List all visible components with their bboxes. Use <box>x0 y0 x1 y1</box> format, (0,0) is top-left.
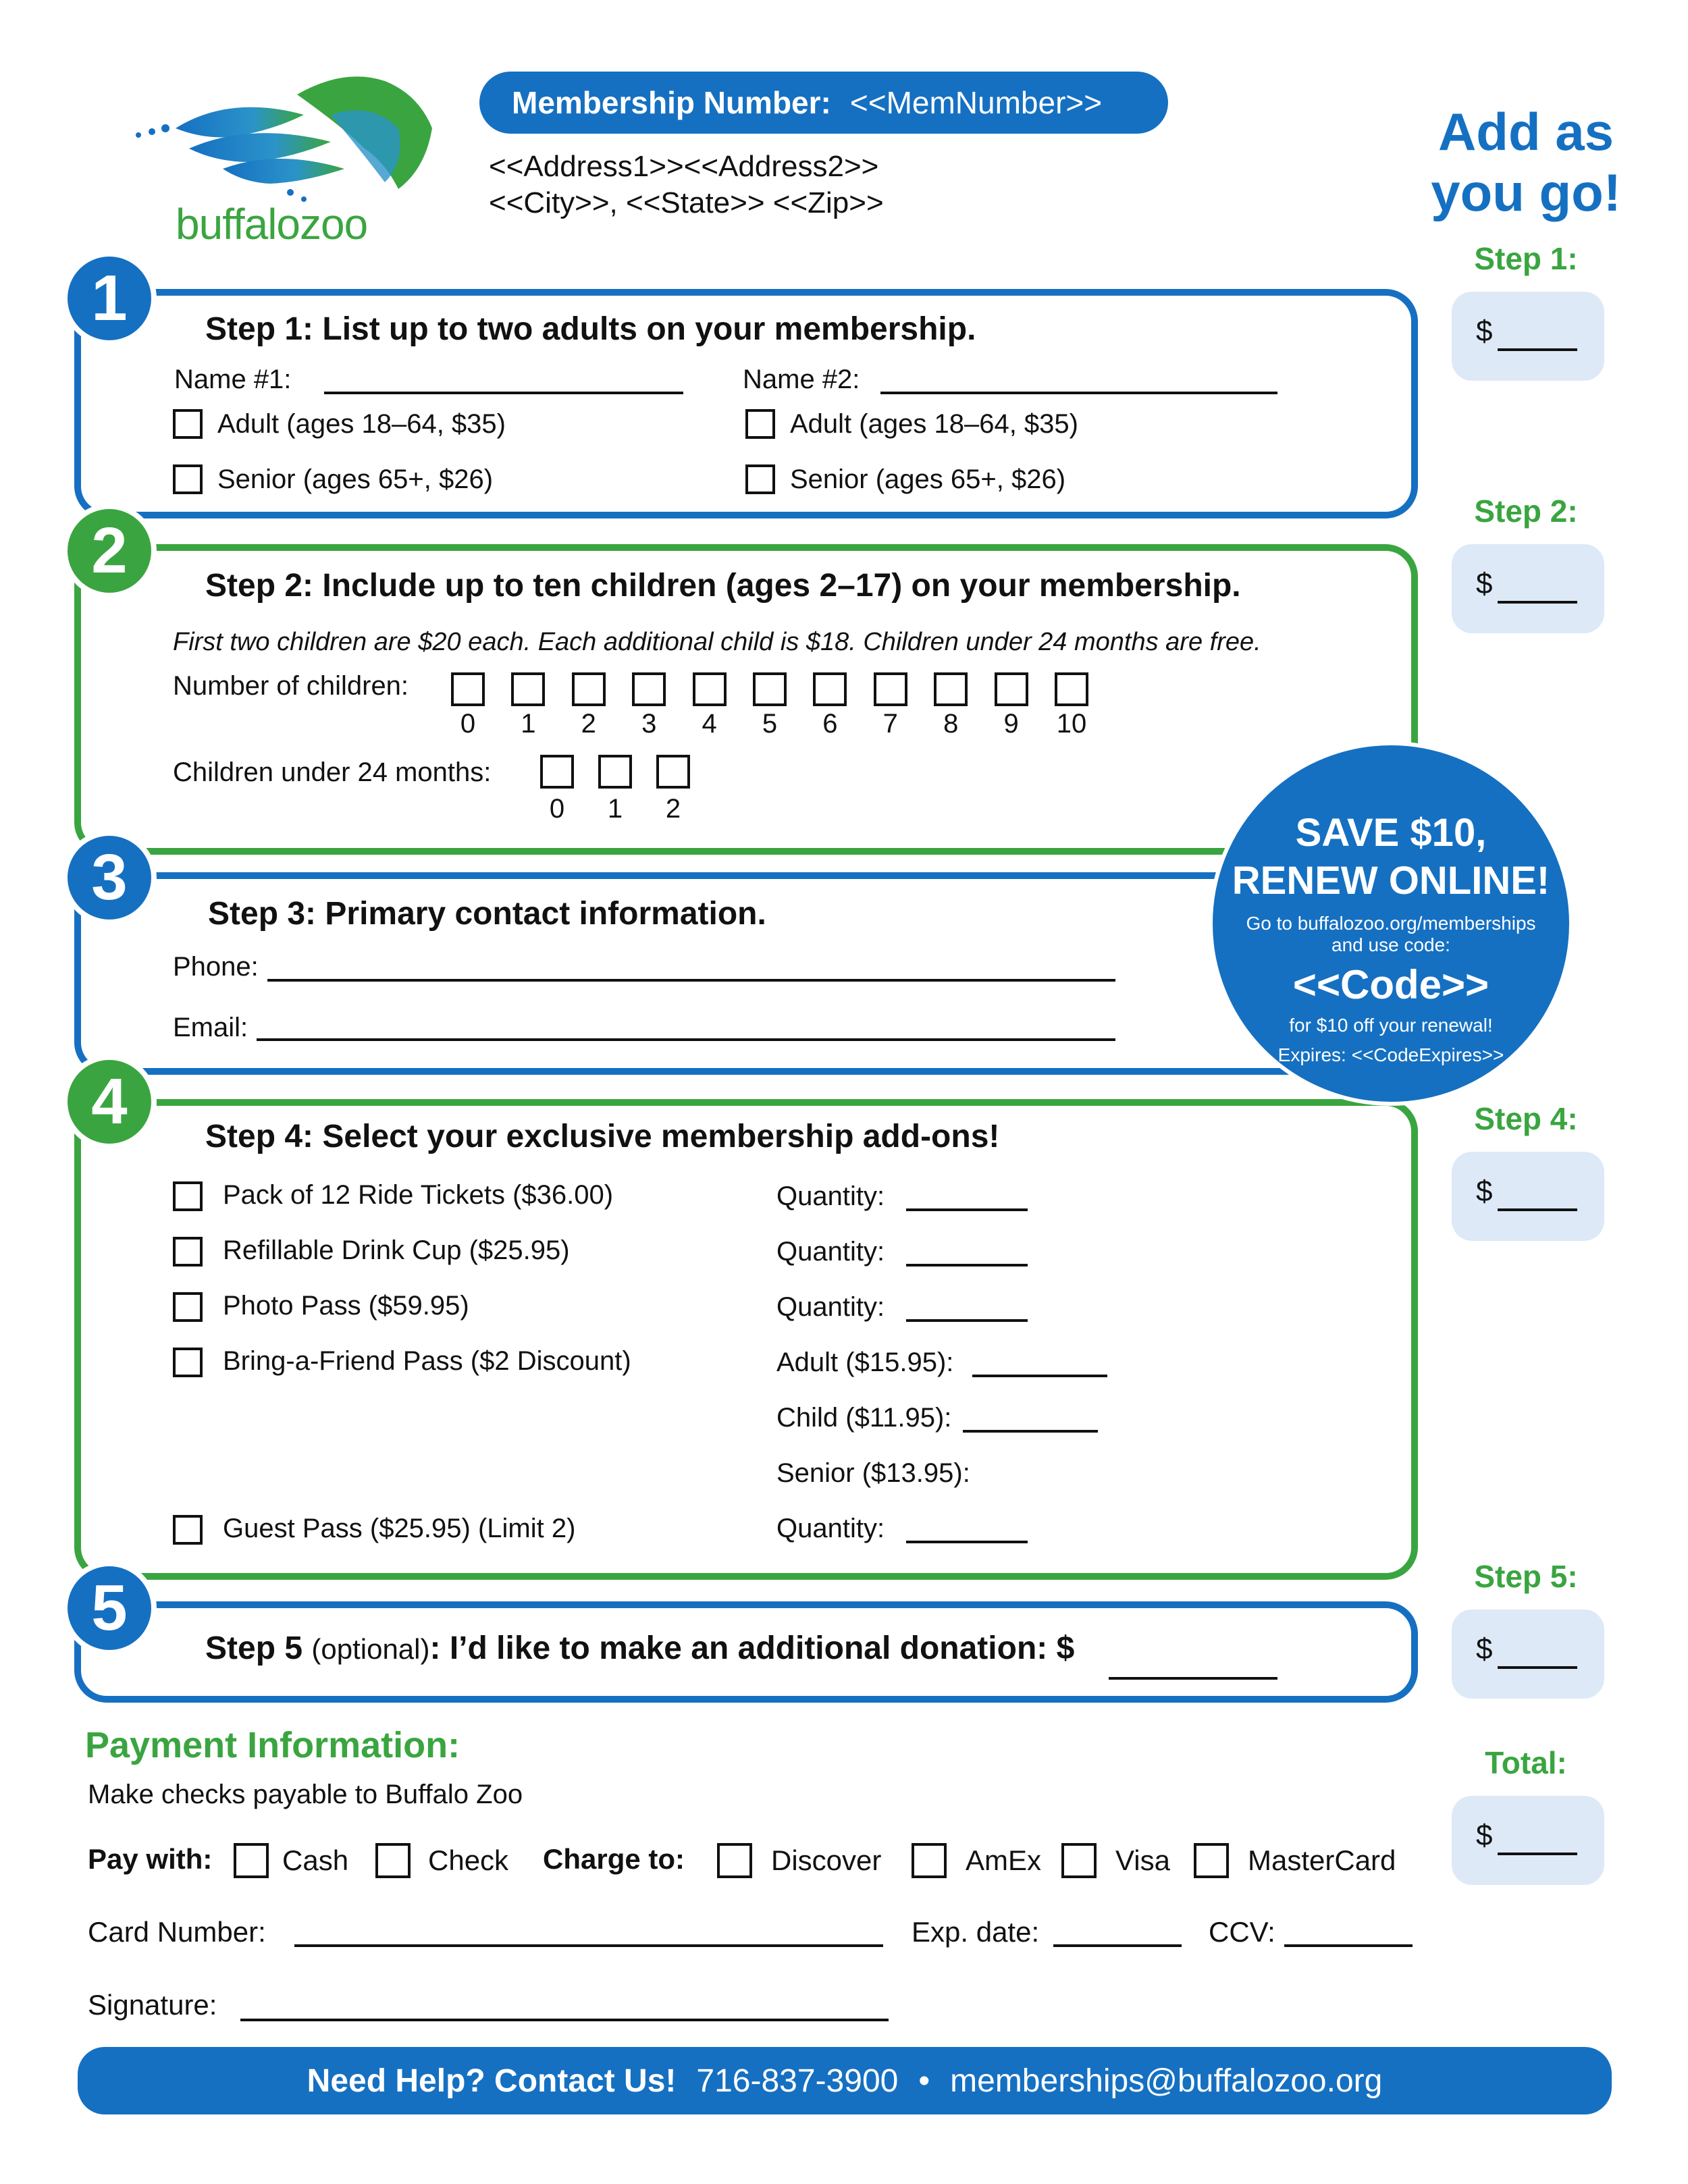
name2-label: Name #2: <box>743 365 860 394</box>
promo-line2: RENEW ONLINE! <box>1232 859 1550 903</box>
step2-number-badge: 2 <box>62 504 157 598</box>
ccv-label: CCV: <box>1209 1916 1275 1948</box>
step2-title: Step 2: Include up to ten children (ages 2–17) on your membership. <box>205 568 1241 604</box>
membership-number-value: <<MemNumber>> <box>849 85 1103 120</box>
children-count-digit: 2 <box>581 709 596 739</box>
sidebar-step5-label: Step 5: <box>1474 1559 1578 1594</box>
children-count-checkbox[interactable] <box>874 672 907 706</box>
photo-pass-quantity-field[interactable] <box>906 1319 1028 1322</box>
children-count-checkbox[interactable] <box>572 672 606 706</box>
infant-count-checkbox[interactable] <box>598 755 632 789</box>
promo-line1: SAVE $10, <box>1295 811 1487 855</box>
logo-text: buffalozoo <box>176 200 368 248</box>
bring-friend-adult-field[interactable] <box>972 1375 1107 1377</box>
ride-tickets-label: Pack of 12 Ride Tickets ($36.00) <box>223 1180 614 1210</box>
sidebar-step4-total[interactable] <box>1452 1152 1604 1241</box>
help-banner <box>78 2047 1612 2114</box>
bring-friend-child-field[interactable] <box>963 1430 1098 1433</box>
step1-number-badge: 1 <box>62 251 157 346</box>
step2-note: First two children are $20 each. Each additional child is $18. Children under 24 months are free. <box>173 628 1261 656</box>
step1-title: Step 1: List up to two adults on your membership. <box>205 311 976 347</box>
infant-count-checkbox[interactable] <box>656 755 690 789</box>
infant-count-label: Children under 24 months: <box>173 757 492 787</box>
payment-title: Payment Information: <box>85 1725 460 1765</box>
checks-note: Make checks payable to Buffalo Zoo <box>88 1780 523 1809</box>
promo-line5: for $10 off your renewal! <box>1289 1015 1493 1036</box>
drink-cup-quantity-field[interactable] <box>906 1264 1028 1267</box>
signature-field[interactable] <box>240 2019 889 2021</box>
help-phone[interactable]: 716-837-3900 <box>696 2062 899 2099</box>
name2-field[interactable] <box>880 392 1277 394</box>
children-count-digit: 4 <box>702 709 717 739</box>
ride-tickets-quantity-label: Quantity: <box>776 1181 885 1211</box>
email-label: Email: <box>173 1013 248 1042</box>
buffalo-lion-logo-icon <box>128 68 446 216</box>
name2-senior-checkbox[interactable] <box>745 464 775 494</box>
promo-code: <<Code>> <box>1292 962 1489 1007</box>
children-count-digit: 10 <box>1056 709 1087 739</box>
cash-checkbox[interactable] <box>234 1843 269 1878</box>
infant-count-digit: 0 <box>549 794 565 824</box>
bring-friend-senior-label: Senior ($13.95): <box>776 1458 970 1488</box>
children-count-checkbox[interactable] <box>451 672 485 706</box>
children-count-checkbox[interactable] <box>632 672 666 706</box>
visa-checkbox[interactable] <box>1061 1843 1097 1878</box>
amex-checkbox[interactable] <box>912 1843 947 1878</box>
promo-line4: and use code: <box>1331 934 1450 955</box>
mastercard-checkbox[interactable] <box>1194 1843 1229 1878</box>
name1-senior-checkbox[interactable] <box>173 464 203 494</box>
address-line2: <<City>>, <<State>> <<Zip>> <box>489 186 884 219</box>
sidebar-grand-total[interactable] <box>1452 1796 1604 1885</box>
step3-title: Step 3: Primary contact information. <box>208 896 766 932</box>
total-line <box>1498 1208 1577 1211</box>
children-count-checkbox[interactable] <box>813 672 847 706</box>
dollar-sign: $ <box>1476 1632 1493 1666</box>
address-line1: <<Address1>><<Address2>> <box>489 150 879 183</box>
total-line <box>1498 601 1577 604</box>
help-separator: • <box>918 2062 930 2099</box>
drink-cup-checkbox[interactable] <box>173 1237 203 1267</box>
children-count-checkbox[interactable] <box>934 672 968 706</box>
exp-date-field[interactable] <box>1053 1944 1182 1947</box>
children-count-digit: 5 <box>762 709 778 739</box>
children-count-digit: 3 <box>641 709 657 739</box>
bring-friend-adult-label: Adult ($15.95): <box>776 1348 954 1377</box>
children-count-checkbox[interactable] <box>511 672 545 706</box>
promo-line3: Go to buffalozoo.org/memberships <box>1246 913 1536 934</box>
guest-pass-quantity-field[interactable] <box>906 1541 1028 1543</box>
cash-label: Cash <box>282 1844 349 1876</box>
guest-pass-quantity-label: Quantity: <box>776 1514 885 1543</box>
guest-pass-label: Guest Pass ($25.95) (Limit 2) <box>223 1514 576 1543</box>
ride-tickets-quantity-field[interactable] <box>906 1208 1028 1211</box>
step5-number-badge: 5 <box>62 1561 157 1655</box>
children-count-checkbox[interactable] <box>1055 672 1088 706</box>
name1-senior-label: Senior (ages 65+, $26) <box>217 464 494 494</box>
name2-adult-label: Adult (ages 18–64, $35) <box>790 409 1078 439</box>
email-field[interactable] <box>257 1038 1115 1041</box>
children-count-checkbox[interactable] <box>693 672 727 706</box>
promo-expires: Expires: <<CodeExpires>> <box>1277 1044 1504 1065</box>
children-count-digit: 1 <box>521 709 536 739</box>
total-line <box>1498 1666 1577 1669</box>
sidebar-step2-label: Step 2: <box>1474 494 1578 529</box>
amex-label: AmEx <box>966 1844 1042 1876</box>
add-as-you-go-line1: Add as <box>1438 102 1614 161</box>
ride-tickets-checkbox[interactable] <box>173 1181 203 1211</box>
step4-box <box>74 1099 1418 1580</box>
phone-label: Phone: <box>173 952 259 982</box>
help-email[interactable]: memberships@buffalozoo.org <box>950 2062 1383 2099</box>
children-count-digit: 0 <box>460 709 476 739</box>
sidebar-step1-label: Step 1: <box>1474 241 1578 276</box>
phone-field[interactable] <box>267 979 1115 982</box>
sidebar-step5-total[interactable] <box>1452 1609 1604 1699</box>
children-count-checkbox[interactable] <box>753 672 787 706</box>
logo <box>128 68 446 257</box>
donation-field[interactable] <box>1109 1677 1277 1680</box>
bring-a-friend-label: Bring-a-Friend Pass ($2 Discount) <box>223 1346 631 1376</box>
step5-title-rest: : I’d like to make an additional donation: $ <box>429 1630 1075 1666</box>
dollar-sign: $ <box>1476 315 1493 348</box>
name2-adult-checkbox[interactable] <box>745 409 775 439</box>
add-as-you-go-line2: you go! <box>1431 163 1621 222</box>
step3-number-badge: 3 <box>62 830 157 925</box>
dollar-sign: $ <box>1476 567 1493 600</box>
children-count-digit: 6 <box>822 709 838 739</box>
children-count-checkbox[interactable] <box>995 672 1028 706</box>
name2-senior-label: Senior (ages 65+, $26) <box>790 464 1066 494</box>
ccv-field[interactable] <box>1284 1944 1413 1947</box>
children-count-label: Number of children: <box>173 671 409 701</box>
mastercard-label: MasterCard <box>1248 1844 1396 1876</box>
sidebar-step1-total[interactable] <box>1452 292 1604 381</box>
step5-title-bold: Step 5 <box>205 1630 303 1666</box>
bring-a-friend-checkbox[interactable] <box>173 1348 203 1377</box>
add-as-you-go-heading <box>1418 101 1634 223</box>
charge-to-label: Charge to: <box>543 1843 685 1875</box>
photo-pass-checkbox[interactable] <box>173 1292 203 1322</box>
signature-label: Signature: <box>88 1989 217 2021</box>
check-label: Check <box>428 1844 509 1876</box>
children-count-digit: 8 <box>943 709 959 739</box>
step5-title-optional: (optional) <box>311 1633 430 1665</box>
guest-pass-checkbox[interactable] <box>173 1515 203 1545</box>
drink-cup-label: Refillable Drink Cup ($25.95) <box>223 1235 570 1265</box>
membership-number-label: Membership Number: <box>512 85 831 120</box>
name1-label: Name #1: <box>174 365 292 394</box>
renew-online-promo <box>1209 741 1573 1106</box>
discover-label: Discover <box>771 1844 882 1876</box>
dollar-sign: $ <box>1476 1819 1493 1852</box>
card-number-field[interactable] <box>294 1944 883 1947</box>
visa-label: Visa <box>1115 1844 1170 1876</box>
dollar-sign: $ <box>1476 1175 1493 1208</box>
help-label: Need Help? Contact Us! <box>307 2062 677 2099</box>
total-line <box>1498 348 1577 351</box>
card-number-label: Card Number: <box>88 1916 266 1948</box>
infant-count-digit: 1 <box>607 794 623 824</box>
name1-adult-checkbox[interactable] <box>173 409 203 439</box>
bring-friend-child-label: Child ($11.95): <box>776 1403 952 1433</box>
check-checkbox[interactable] <box>375 1843 411 1878</box>
children-count-digit: 9 <box>1003 709 1019 739</box>
name1-adult-label: Adult (ages 18–64, $35) <box>217 409 506 439</box>
photo-pass-label: Photo Pass ($59.95) <box>223 1291 469 1321</box>
photo-pass-quantity-label: Quantity: <box>776 1292 885 1322</box>
step5-title <box>205 1630 1074 1667</box>
drink-cup-quantity-label: Quantity: <box>776 1237 885 1267</box>
sidebar-total-label: Total: <box>1485 1745 1567 1780</box>
exp-date-label: Exp. date: <box>912 1916 1040 1948</box>
total-line <box>1498 1853 1577 1855</box>
step4-title: Step 4: Select your exclusive membership add-ons! <box>205 1119 1000 1154</box>
infant-count-checkbox[interactable] <box>540 755 574 789</box>
name1-field[interactable] <box>324 392 683 394</box>
children-count-digit: 7 <box>882 709 898 739</box>
sidebar-step2-total[interactable] <box>1452 544 1604 633</box>
membership-number-bar <box>479 72 1168 134</box>
pay-with-label: Pay with: <box>88 1843 213 1875</box>
discover-checkbox[interactable] <box>717 1843 752 1878</box>
infant-count-digit: 2 <box>665 794 681 824</box>
sidebar-step4-label: Step 4: <box>1474 1101 1578 1136</box>
step4-number-badge: 4 <box>62 1055 157 1149</box>
